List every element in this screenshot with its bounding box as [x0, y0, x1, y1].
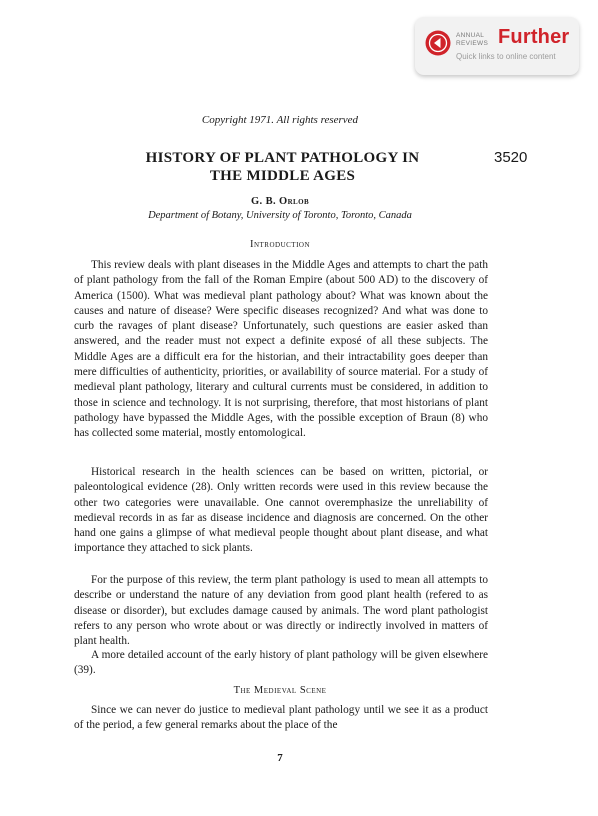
badge-subtitle: Quick links to online content: [456, 52, 556, 61]
further-links-badge[interactable]: [415, 17, 579, 75]
article-title-line2: THE MIDDLE AGES: [209, 168, 356, 184]
author-affiliation: Department of Botany, University of Toronto, Toronto, Canada: [148, 210, 412, 221]
article-title-line1: HISTORY OF PLANT PATHOLOGY IN: [145, 150, 420, 166]
paragraph-5: Since we can never do justice to medieval plant pathology until we see it as a product of the period, a few general remarks about the place of the: [74, 704, 488, 732]
copyright-notice: Copyright 1971. All rights reserved: [201, 114, 359, 126]
badge-small-line2: REVIEWS: [456, 39, 489, 47]
paragraph-4: A more detailed account of the early history of plant pathology will be given elsewhere (39).: [74, 649, 488, 677]
paragraph-1: This review deals with plant diseases in the Middle Ages and attempts to chart the path of plant pathology from the fall of the Roman Empire (about 500 AD) to the discovery of America (1500). What was medieval plant pathology about? What was known about the causes and nature of disease? Were specific diseases recognized? And what was done to curb the ravages of plant disease? Unfortunately, such questions are easier asked than answered, and the reader must not expect a definite exposé of all these subjects. The Middle Ages are a difficult era for the historian, and their intractability goes deeper than mere difficulties of authenticity, priorities, or availability of source material. For a study of medieval plant pathology, literary and cultural currents must be considered, in addition to those in science and technology. It is not surprising, therefore, that most historians of plant pathology have bypassed the Middle Ages, with the possible exception of Braun (8) who has collected some material, mostly entomological.: [74, 259, 488, 440]
paragraph-3: For the purpose of this review, the term plant pathology is used to mean all attempts to describe or understand the nature of any deviation from good plant health (refered to as disease or disorder), but excludes damage caused by animals. The word plant pathologist refers to any person who wrote about or was directly or indirectly involved in matters of plant health.: [74, 574, 488, 648]
paragraph-2: Historical research in the health sciences can be based on written, pictorial, or paleontological evidence (28). Only written records were used in this review because the other two categories were unavailable. One cannot overemphasize the unreliability of medieval records in as far as disease incidence and diagnosis are concerned. On the other hand one gains a glimpse of what medieval people thought about plant disease, and what importance they attached to sick plants.: [74, 466, 488, 555]
arrow-left-icon: [425, 30, 451, 56]
article-number: 3520: [494, 149, 528, 166]
section-heading-introduction: Introduction: [249, 239, 311, 250]
section-heading-medieval-scene: The Medieval Scene: [233, 685, 327, 696]
page-number: 7: [277, 752, 283, 764]
badge-title: Further: [498, 26, 570, 48]
author-name: G. B. Orlob: [250, 196, 310, 207]
badge-publisher: [456, 32, 488, 47]
badge-small-line1: ANNUAL: [456, 32, 485, 39]
article-title: [95, 149, 470, 185]
